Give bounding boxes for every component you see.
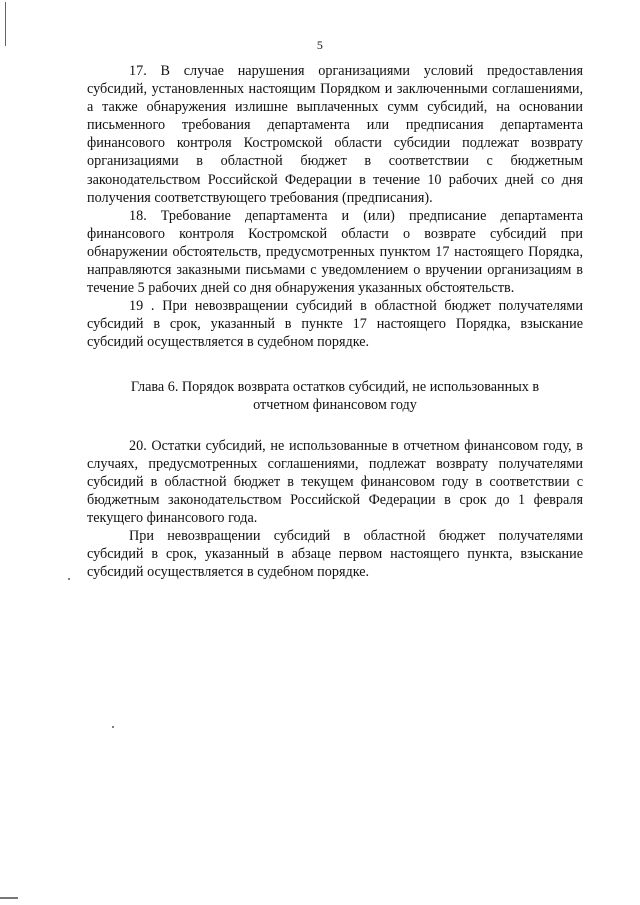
- chapter-spacer: [87, 415, 583, 437]
- paragraph-20: 20. Остатки субсидий, не использованные в отчетном финансовом году, в случаях, предусмотренных соглашениями, подлежат возврату получателями субсидий в областной бюджет в текущем финансовом году в соответствии с бюджетным законодательством Российской Федерации в срок до 1 февраля текущего финансового года.: [87, 437, 583, 526]
- scan-dot: [112, 726, 114, 728]
- chapter-6-heading: Глава 6. Порядок возврата остатков субсидий, не использованных в отчетном финансовом году: [130, 378, 540, 413]
- scan-dot: [68, 578, 70, 580]
- document-body: [87, 62, 583, 581]
- paragraph-19: 19 . При невозвращении субсидий в областной бюджет получателями субсидий в срок, указанный в пункте 17 настоящего Порядка, взыскание субсидий осуществляется в судебном порядке.: [87, 298, 583, 351]
- paragraph-18: 18. Требование департамента и (или) предписание департамента финансового контроля Костромской области о возврате субсидий при обнаружении обстоятельств, предусмотренных пунктом 17 настоящего Порядка, направляются заказными письмами с уведомлением о вручении организациям в течение 5 рабочих дней со дня обнаружения указанных обстоятельств.: [87, 207, 583, 297]
- scan-bottom-mark: [0, 897, 18, 899]
- paragraph-17: 17. В случае нарушения организациями условий предоставления субсидий, установленных настоящим Порядком и заключенными соглашениями, а также обнаружения излишне выплаченных сумм субсидий, на основании письменного требования департамента или предписания департамента финансового контроля Костромской области субсидии подлежат возврату организациями в областной бюджет в соответствии с бюджетным законодательством Российской Федерации в течение 10 рабочих дней со дня получения соответствующего требования (предписания).: [87, 63, 583, 206]
- page-number: 5: [316, 38, 324, 52]
- paragraph-20-part-2: При невозвращении субсидий в областной бюджет получателями субсидий в срок, указанный в абзаце первом настоящего пункта, взыскание субсидий осуществляется в судебном порядке.: [87, 527, 583, 581]
